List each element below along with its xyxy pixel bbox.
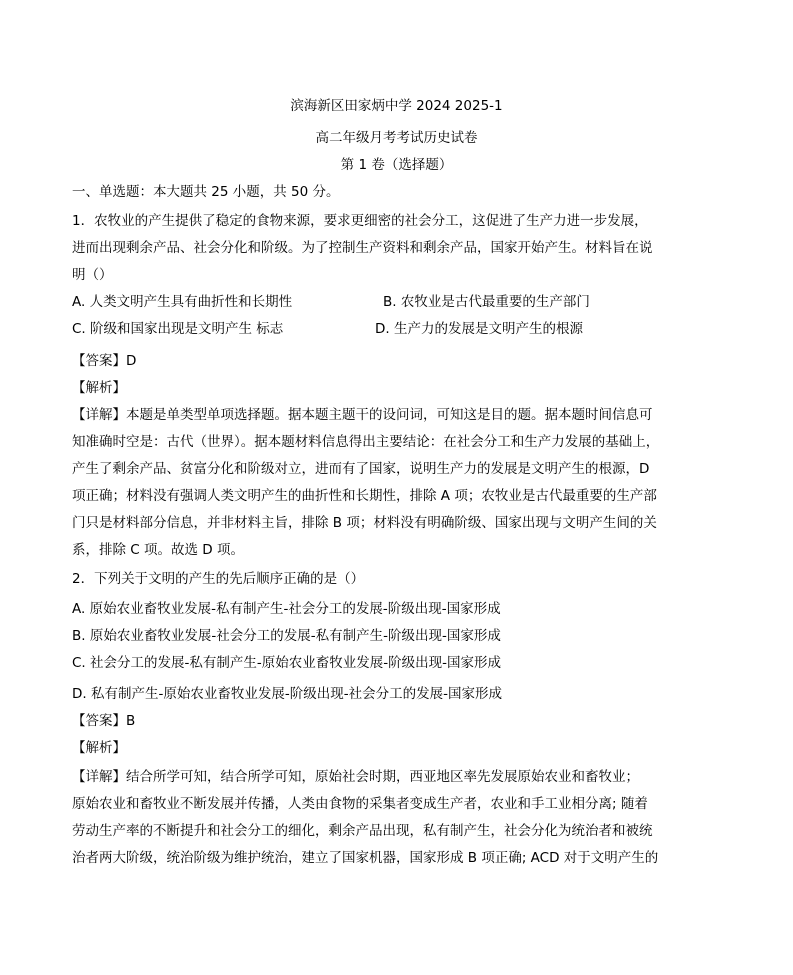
q2-answer: 【答案】B <box>72 713 136 729</box>
q1-detail-line-6: 系，排除 C 项。故选 D 项。 <box>72 542 244 558</box>
q2-analysis-label: 【解析】 <box>72 740 126 756</box>
q2-detail-line-1: 【详解】结合所学可知，结合所学可知，原始社会时期，西亚地区率先发展原始农业和畜牧业； <box>72 769 639 785</box>
q1-detail-line-3: 产生了剩余产品、贫富分化和阶级对立，进而有了国家，说明生产力的发展是文明产生的根源，D <box>72 461 650 477</box>
q1-detail-line-5: 门只是材料部分信息，并非材料主旨，排除 B 项；材料没有明确阶级、国家出现与文明产生间的关 <box>72 515 657 531</box>
q1-stem-line-3: 明（） <box>72 267 113 283</box>
q2-stem: 2．下列关于文明的产生的先后顺序正确的是（） <box>72 571 365 587</box>
q2-option-a: A. 原始农业畜牧业发展-私有制产生-社会分工的发展-阶级出现-国家形成 <box>72 601 501 617</box>
q2-option-c: C. 社会分工的发展-私有制产生-原始农业畜牧业发展-阶级出现-国家形成 <box>72 655 501 671</box>
q1-option-a: A. 人类文明产生具有曲折性和长期性 <box>72 294 293 310</box>
q1-answer: 【答案】D <box>72 353 137 369</box>
q1-detail-line-4: 项正确；材料没有强调人类文明产生的曲折性和长期性，排除 A 项；农牧业是古代最重要的生产部 <box>72 488 657 504</box>
q1-detail-line-1: 【详解】本题是单类型单项选择题。据本题主题干的设问词，可知这是目的题。据本题时间信息可 <box>72 407 653 423</box>
volume-title: 第 1 卷（选择题） <box>340 157 453 173</box>
q2-option-b: B. 原始农业畜牧业发展-社会分工的发展-私有制产生-阶级出现-国家形成 <box>72 628 501 644</box>
exam-title: 高二年级月考考试历史试卷 <box>315 130 478 146</box>
q1-stem-line-1: 1．农牧业的产生提供了稳定的食物来源，要求更细密的社会分工，这促进了生产力进一步发展， <box>72 213 648 229</box>
q2-detail-line-2: 原始农业和畜牧业不断发展并传播，人类由食物的采集者变成生产者，农业和手工业相分离; 随着 <box>72 796 648 812</box>
q2-option-d: D. 私有制产生-原始农业畜牧业发展-阶级出现-社会分工的发展-国家形成 <box>72 686 502 702</box>
q2-detail-line-4: 治者两大阶级，统治阶级为维护统治，建立了国家机器，国家形成 B 项正确; ACD 对于文明产生的 <box>72 850 659 866</box>
q1-stem-line-2: 进而出现剩余产品、社会分化和阶级。为了控制生产资料和剩余产品，国家开始产生。材料旨在说 <box>72 240 653 256</box>
q2-detail-line-3: 劳动生产率的不断提升和社会分工的细化，剩余产品出现，私有制产生，社会分化为统治者和被统 <box>72 823 653 839</box>
q1-detail-line-2: 知准确时空是：古代（世界）。据本题材料信息得出主要结论：在社会分工和生产力发展的基础上， <box>72 434 660 450</box>
section-title: 一、单选题：本大题共 25 小题，共 50 分。 <box>72 184 340 200</box>
q1-option-b: B. 农牧业是古代最重要的生产部门 <box>383 294 590 310</box>
q1-analysis-label: 【解析】 <box>72 380 126 396</box>
q1-option-d: D. 生产力的发展是文明产生的根源 <box>375 321 583 337</box>
q1-option-c: C. 阶级和国家出现是文明产生 标志 <box>72 321 284 337</box>
school-exam-line: 滨海新区田家炳中学 2024 2025-1 <box>290 98 503 114</box>
